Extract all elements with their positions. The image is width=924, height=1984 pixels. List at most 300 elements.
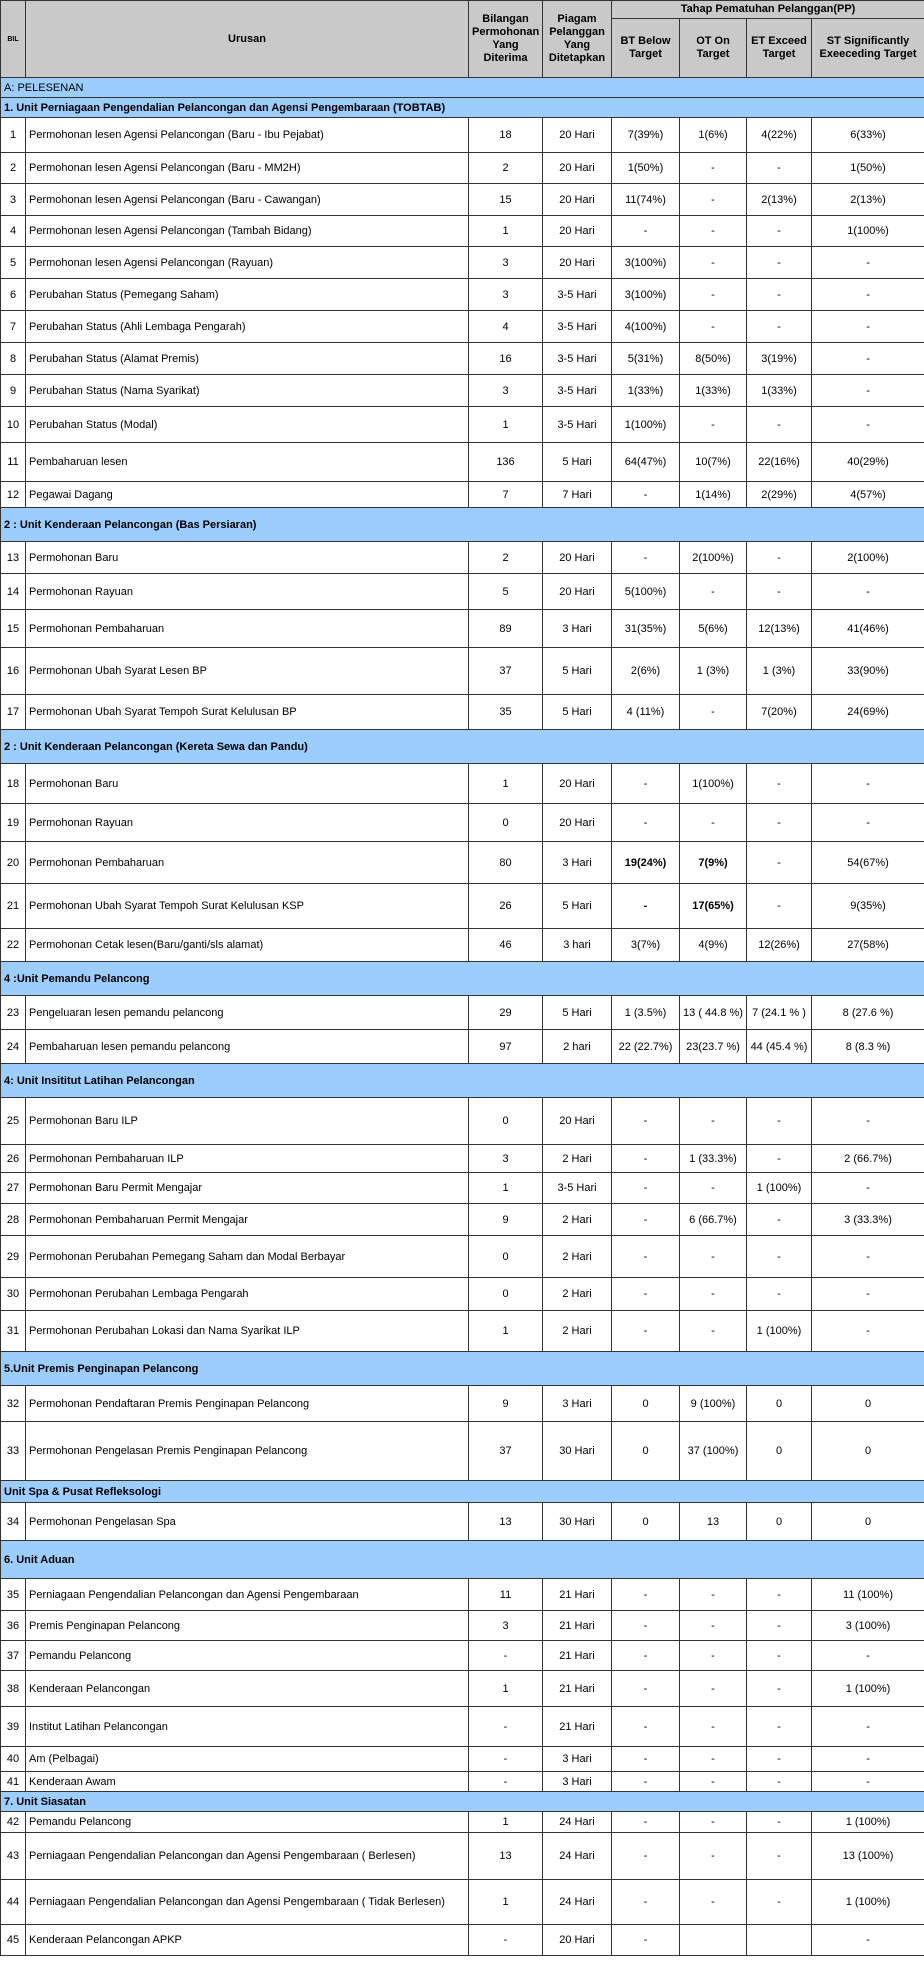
cell-ot: 37 (100%) bbox=[680, 1422, 747, 1481]
cell-urusan: Permohonan Pembaharuan bbox=[26, 842, 469, 884]
cell-bilangan: 1 bbox=[469, 407, 543, 443]
cell-urusan: Permohonan Perubahan Lembaga Pengarah bbox=[26, 1278, 469, 1311]
section-header-row bbox=[1, 1541, 924, 1579]
cell-st: - bbox=[812, 375, 924, 407]
cell-bil: 37 bbox=[1, 1641, 26, 1671]
cell-et: - bbox=[747, 1641, 812, 1671]
table-row bbox=[1, 1422, 924, 1481]
cell-bilangan: 1 bbox=[469, 1812, 543, 1833]
cell-bil: 38 bbox=[1, 1671, 26, 1707]
cell-piagam: 20 Hari bbox=[543, 764, 612, 804]
cell-bt: 64(47%) bbox=[612, 443, 680, 482]
table-row bbox=[1, 1671, 924, 1707]
cell-et: 7(20%) bbox=[747, 695, 812, 730]
cell-bilangan: 13 bbox=[469, 1833, 543, 1880]
cell-st: - bbox=[812, 764, 924, 804]
cell-bil: 2 bbox=[1, 153, 26, 184]
cell-bilangan: 1 bbox=[469, 1671, 543, 1707]
cell-urusan: Permohonan lesen Agensi Pelancongan (Baru - Cawangan) bbox=[26, 184, 469, 216]
table-row bbox=[1, 1278, 924, 1311]
table-row bbox=[1, 1311, 924, 1352]
cell-urusan: Permohonan Rayuan bbox=[26, 804, 469, 842]
cell-bilangan: 1 bbox=[469, 1311, 543, 1352]
cell-et: - bbox=[747, 574, 812, 610]
cell-st: 3 (100%) bbox=[812, 1611, 924, 1641]
cell-bil: 32 bbox=[1, 1386, 26, 1422]
cell-ot: 4(9%) bbox=[680, 929, 747, 962]
cell-ot: - bbox=[680, 1311, 747, 1352]
cell-bil: 29 bbox=[1, 1236, 26, 1278]
cell-bilangan: 13 bbox=[469, 1503, 543, 1541]
cell-st: 1(50%) bbox=[812, 153, 924, 184]
table-row bbox=[1, 1386, 924, 1422]
cell-st: 0 bbox=[812, 1503, 924, 1541]
cell-bil: 6 bbox=[1, 279, 26, 311]
cell-bil: 4 bbox=[1, 216, 26, 247]
cell-et: - bbox=[747, 1611, 812, 1641]
cell-bil: 1 bbox=[1, 118, 26, 153]
cell-ot: - bbox=[680, 1236, 747, 1278]
cell-piagam: 3 Hari bbox=[543, 842, 612, 884]
cell-st: 13 (100%) bbox=[812, 1833, 924, 1880]
cell-bil: 30 bbox=[1, 1278, 26, 1311]
cell-urusan: Pembaharuan lesen pemandu pelancong bbox=[26, 1030, 469, 1064]
cell-bt: - bbox=[612, 1707, 680, 1747]
cell-st: - bbox=[812, 1641, 924, 1671]
cell-et: - bbox=[747, 1671, 812, 1707]
cell-piagam: 20 Hari bbox=[543, 216, 612, 247]
cell-urusan: Permohonan Pengelasan Premis Penginapan Pelancong bbox=[26, 1422, 469, 1481]
cell-piagam: 20 Hari bbox=[543, 1925, 612, 1956]
cell-bilangan: 46 bbox=[469, 929, 543, 962]
cell-bil: 12 bbox=[1, 482, 26, 508]
cell-bil: 41 bbox=[1, 1772, 26, 1792]
table-row bbox=[1, 1641, 924, 1671]
cell-urusan: Kenderaan Pelancongan bbox=[26, 1671, 469, 1707]
cell-st: - bbox=[812, 407, 924, 443]
cell-bt: - bbox=[612, 1173, 680, 1204]
cell-st: - bbox=[812, 1747, 924, 1772]
cell-urusan: Permohonan Rayuan bbox=[26, 574, 469, 610]
cell-et: - bbox=[747, 247, 812, 279]
header-ot: OT On Target bbox=[680, 19, 747, 78]
cell-piagam: 30 Hari bbox=[543, 1503, 612, 1541]
cell-bilangan: 5 bbox=[469, 574, 543, 610]
cell-bt: - bbox=[612, 1812, 680, 1833]
cell-ot: - bbox=[680, 407, 747, 443]
cell-st: - bbox=[812, 1311, 924, 1352]
cell-piagam: 2 Hari bbox=[543, 1311, 612, 1352]
cell-et: 1 (100%) bbox=[747, 1311, 812, 1352]
cell-et: - bbox=[747, 842, 812, 884]
cell-bil: 42 bbox=[1, 1812, 26, 1833]
cell-ot: - bbox=[680, 1707, 747, 1747]
cell-ot: - bbox=[680, 574, 747, 610]
cell-bilangan: 3 bbox=[469, 1611, 543, 1641]
table-row bbox=[1, 1145, 924, 1173]
table-row bbox=[1, 1236, 924, 1278]
cell-urusan: Kenderaan Awam bbox=[26, 1772, 469, 1792]
cell-bilangan: 136 bbox=[469, 443, 543, 482]
cell-piagam: 2 Hari bbox=[543, 1204, 612, 1236]
section-title: 5.Unit Premis Penginapan Pelancong bbox=[1, 1352, 924, 1386]
cell-bt: 5(31%) bbox=[612, 343, 680, 375]
cell-bt: 2(6%) bbox=[612, 648, 680, 695]
cell-bt: - bbox=[612, 884, 680, 929]
section-header-row bbox=[1, 1064, 924, 1098]
cell-st: 0 bbox=[812, 1386, 924, 1422]
table-row bbox=[1, 216, 924, 247]
cell-bilangan: 35 bbox=[469, 695, 543, 730]
cell-piagam: 21 Hari bbox=[543, 1707, 612, 1747]
cell-et: - bbox=[747, 279, 812, 311]
cell-piagam: 21 Hari bbox=[543, 1641, 612, 1671]
cell-ot: 1 (33.3%) bbox=[680, 1145, 747, 1173]
cell-bt: 0 bbox=[612, 1503, 680, 1541]
cell-ot: 10(7%) bbox=[680, 443, 747, 482]
cell-st: 6(33%) bbox=[812, 118, 924, 153]
cell-bilangan: 15 bbox=[469, 184, 543, 216]
cell-urusan: Pemandu Pelancong bbox=[26, 1641, 469, 1671]
section-header-row bbox=[1, 730, 924, 764]
table-row bbox=[1, 1204, 924, 1236]
cell-bilangan: 37 bbox=[469, 1422, 543, 1481]
cell-st: - bbox=[812, 804, 924, 842]
cell-et: - bbox=[747, 764, 812, 804]
cell-bil: 36 bbox=[1, 1611, 26, 1641]
cell-bt: 0 bbox=[612, 1386, 680, 1422]
cell-st: 9(35%) bbox=[812, 884, 924, 929]
cell-bil: 11 bbox=[1, 443, 26, 482]
cell-bil: 27 bbox=[1, 1173, 26, 1204]
cell-ot: 5(6%) bbox=[680, 610, 747, 648]
cell-ot: - bbox=[680, 311, 747, 343]
cell-bil: 5 bbox=[1, 247, 26, 279]
cell-bil: 21 bbox=[1, 884, 26, 929]
cell-piagam: 20 Hari bbox=[543, 184, 612, 216]
cell-bilangan: 3 bbox=[469, 247, 543, 279]
table-row bbox=[1, 1579, 924, 1611]
cell-et: - bbox=[747, 153, 812, 184]
table-row bbox=[1, 574, 924, 610]
cell-piagam: 24 Hari bbox=[543, 1833, 612, 1880]
table-row bbox=[1, 184, 924, 216]
cell-st: 1 (100%) bbox=[812, 1671, 924, 1707]
cell-st: - bbox=[812, 1098, 924, 1145]
cell-st: 27(58%) bbox=[812, 929, 924, 962]
cell-urusan: Permohonan Perubahan Lokasi dan Nama Syarikat ILP bbox=[26, 1311, 469, 1352]
cell-bil: 13 bbox=[1, 542, 26, 574]
cell-st: 24(69%) bbox=[812, 695, 924, 730]
cell-piagam: 20 Hari bbox=[543, 153, 612, 184]
cell-et: - bbox=[747, 542, 812, 574]
cell-st: 2 (66.7%) bbox=[812, 1145, 924, 1173]
cell-st: 0 bbox=[812, 1422, 924, 1481]
cell-urusan: Permohonan Perubahan Pemegang Saham dan Modal Berbayar bbox=[26, 1236, 469, 1278]
cell-piagam: 5 Hari bbox=[543, 996, 612, 1030]
cell-bt: 4(100%) bbox=[612, 311, 680, 343]
cell-ot: - bbox=[680, 1747, 747, 1772]
cell-et: 1 (100%) bbox=[747, 1173, 812, 1204]
cell-bt: - bbox=[612, 1747, 680, 1772]
cell-piagam: 21 Hari bbox=[543, 1671, 612, 1707]
cell-bil: 15 bbox=[1, 610, 26, 648]
cell-bilangan: 0 bbox=[469, 804, 543, 842]
section-header-row bbox=[1, 508, 924, 542]
cell-bt: 1 (3.5%) bbox=[612, 996, 680, 1030]
cell-bilangan: 0 bbox=[469, 1278, 543, 1311]
cell-bil: 3 bbox=[1, 184, 26, 216]
section-header-row bbox=[1, 1481, 924, 1503]
cell-bt: - bbox=[612, 764, 680, 804]
cell-et: 2(29%) bbox=[747, 482, 812, 508]
cell-bilangan: 1 bbox=[469, 764, 543, 804]
cell-bt: 3(7%) bbox=[612, 929, 680, 962]
cell-ot: 1(14%) bbox=[680, 482, 747, 508]
cell-st: 8 (27.6 %) bbox=[812, 996, 924, 1030]
cell-urusan: Permohonan Baru bbox=[26, 764, 469, 804]
cell-bt: - bbox=[612, 1311, 680, 1352]
table-row bbox=[1, 311, 924, 343]
cell-et: 44 (45.4 %) bbox=[747, 1030, 812, 1064]
cell-st: - bbox=[812, 1278, 924, 1311]
table-row bbox=[1, 1833, 924, 1880]
cell-bilangan: 9 bbox=[469, 1204, 543, 1236]
cell-bil: 43 bbox=[1, 1833, 26, 1880]
table-row bbox=[1, 375, 924, 407]
cell-et: - bbox=[747, 884, 812, 929]
cell-bt: - bbox=[612, 1611, 680, 1641]
cell-urusan: Pengeluaran lesen pemandu pelancong bbox=[26, 996, 469, 1030]
table-row bbox=[1, 1925, 924, 1956]
cell-bil: 24 bbox=[1, 1030, 26, 1064]
cell-st: 11 (100%) bbox=[812, 1579, 924, 1611]
cell-et: - bbox=[747, 1747, 812, 1772]
cell-ot: 6 (66.7%) bbox=[680, 1204, 747, 1236]
cell-st: - bbox=[812, 574, 924, 610]
cell-ot: - bbox=[680, 153, 747, 184]
cell-et: - bbox=[747, 216, 812, 247]
table-row bbox=[1, 1747, 924, 1772]
cell-bil: 35 bbox=[1, 1579, 26, 1611]
cell-piagam: 3 Hari bbox=[543, 1747, 612, 1772]
cell-bilangan: 37 bbox=[469, 648, 543, 695]
cell-et: - bbox=[747, 1278, 812, 1311]
table-row bbox=[1, 1098, 924, 1145]
cell-et bbox=[747, 1925, 812, 1956]
cell-urusan: Permohonan lesen Agensi Pelancongan (Rayuan) bbox=[26, 247, 469, 279]
cell-bt: - bbox=[612, 1204, 680, 1236]
cell-bil: 20 bbox=[1, 842, 26, 884]
cell-et: 1 (3%) bbox=[747, 648, 812, 695]
cell-et: - bbox=[747, 1772, 812, 1792]
cell-st: 33(90%) bbox=[812, 648, 924, 695]
section-header-row bbox=[1, 1792, 924, 1812]
cell-bil: 16 bbox=[1, 648, 26, 695]
cell-piagam: 3-5 Hari bbox=[543, 1173, 612, 1204]
cell-piagam: 3-5 Hari bbox=[543, 343, 612, 375]
header-urusan: Urusan bbox=[26, 1, 469, 78]
cell-st: 40(29%) bbox=[812, 443, 924, 482]
cell-bil: 10 bbox=[1, 407, 26, 443]
table-header bbox=[1, 1, 924, 78]
cell-urusan: Pembaharuan lesen bbox=[26, 443, 469, 482]
cell-urusan: Premis Penginapan Pelancong bbox=[26, 1611, 469, 1641]
cell-bil: 14 bbox=[1, 574, 26, 610]
cell-bilangan: 11 bbox=[469, 1579, 543, 1611]
cell-bt: - bbox=[612, 1098, 680, 1145]
cell-urusan: Perubahan Status (Modal) bbox=[26, 407, 469, 443]
cell-bil: 26 bbox=[1, 1145, 26, 1173]
cell-st: - bbox=[812, 343, 924, 375]
cell-ot: 1(6%) bbox=[680, 118, 747, 153]
cell-ot: 7(9%) bbox=[680, 842, 747, 884]
cell-et: 0 bbox=[747, 1503, 812, 1541]
cell-bilangan: 97 bbox=[469, 1030, 543, 1064]
table-row bbox=[1, 343, 924, 375]
header-tahap: Tahap Pematuhan Pelanggan(PP) bbox=[612, 1, 924, 19]
cell-ot: 17(65%) bbox=[680, 884, 747, 929]
cell-st: - bbox=[812, 1772, 924, 1792]
cell-piagam: 3-5 Hari bbox=[543, 311, 612, 343]
cell-ot: 1(100%) bbox=[680, 764, 747, 804]
cell-bil: 40 bbox=[1, 1747, 26, 1772]
cell-urusan: Permohonan lesen Agensi Pelancongan (Tambah Bidang) bbox=[26, 216, 469, 247]
cell-urusan: Perniagaan Pengendalian Pelancongan dan Agensi Pengembaraan bbox=[26, 1579, 469, 1611]
top-section-title: A: PELESENAN bbox=[1, 78, 924, 98]
cell-urusan: Permohonan Baru bbox=[26, 542, 469, 574]
cell-urusan: Permohonan Cetak lesen(Baru/ganti/sls alamat) bbox=[26, 929, 469, 962]
cell-ot: 23(23.7 %) bbox=[680, 1030, 747, 1064]
section-title: 7. Unit Siasatan bbox=[1, 1792, 924, 1812]
cell-bt: - bbox=[612, 1641, 680, 1671]
cell-bilangan: 29 bbox=[469, 996, 543, 1030]
cell-et: - bbox=[747, 311, 812, 343]
cell-urusan: Institut Latihan Pelancongan bbox=[26, 1707, 469, 1747]
cell-st: - bbox=[812, 279, 924, 311]
cell-bil: 34 bbox=[1, 1503, 26, 1541]
cell-urusan: Kenderaan Pelancongan APKP bbox=[26, 1925, 469, 1956]
section-title: 4: Unit Insititut Latihan Pelancongan bbox=[1, 1064, 924, 1098]
cell-piagam: 20 Hari bbox=[543, 574, 612, 610]
cell-bil: 23 bbox=[1, 996, 26, 1030]
cell-bilangan: 3 bbox=[469, 1145, 543, 1173]
cell-bilangan: 1 bbox=[469, 1880, 543, 1925]
cell-et: 12(26%) bbox=[747, 929, 812, 962]
cell-st: - bbox=[812, 1173, 924, 1204]
table-row bbox=[1, 279, 924, 311]
cell-bt: - bbox=[612, 804, 680, 842]
cell-bilangan: 0 bbox=[469, 1098, 543, 1145]
table-row bbox=[1, 443, 924, 482]
cell-st: 1 (100%) bbox=[812, 1812, 924, 1833]
table-row bbox=[1, 764, 924, 804]
cell-st: 8 (8.3 %) bbox=[812, 1030, 924, 1064]
cell-bt: 1(33%) bbox=[612, 375, 680, 407]
cell-bil: 31 bbox=[1, 1311, 26, 1352]
cell-ot: - bbox=[680, 1671, 747, 1707]
cell-ot: 8(50%) bbox=[680, 343, 747, 375]
cell-bt: 31(35%) bbox=[612, 610, 680, 648]
table-row bbox=[1, 804, 924, 842]
table-row bbox=[1, 1030, 924, 1064]
cell-bt: - bbox=[612, 1925, 680, 1956]
cell-bil: 45 bbox=[1, 1925, 26, 1956]
cell-piagam: 2 Hari bbox=[543, 1145, 612, 1173]
section-title: 2 : Unit Kenderaan Pelancongan (Bas Persiaran) bbox=[1, 508, 924, 542]
header-bil: BIL bbox=[1, 1, 26, 78]
header-bt: BT Below Target bbox=[612, 19, 680, 78]
table-body bbox=[1, 78, 924, 1956]
cell-ot: - bbox=[680, 184, 747, 216]
table-row bbox=[1, 1880, 924, 1925]
cell-bt: 1(50%) bbox=[612, 153, 680, 184]
cell-piagam: 3 Hari bbox=[543, 1386, 612, 1422]
table-row bbox=[1, 482, 924, 508]
cell-piagam: 2 Hari bbox=[543, 1278, 612, 1311]
table-row bbox=[1, 648, 924, 695]
cell-bilangan: 16 bbox=[469, 343, 543, 375]
cell-ot: 2(100%) bbox=[680, 542, 747, 574]
cell-piagam: 24 Hari bbox=[543, 1880, 612, 1925]
cell-bil: 7 bbox=[1, 311, 26, 343]
cell-et: - bbox=[747, 407, 812, 443]
cell-piagam: 21 Hari bbox=[543, 1611, 612, 1641]
cell-ot: - bbox=[680, 1772, 747, 1792]
cell-bt: - bbox=[612, 1145, 680, 1173]
cell-et: 7 (24.1 % ) bbox=[747, 996, 812, 1030]
cell-bt: 7(39%) bbox=[612, 118, 680, 153]
cell-bilangan: 2 bbox=[469, 542, 543, 574]
table-row bbox=[1, 1772, 924, 1792]
cell-piagam: 5 Hari bbox=[543, 648, 612, 695]
cell-bil: 22 bbox=[1, 929, 26, 962]
cell-bilangan: - bbox=[469, 1747, 543, 1772]
cell-bil: 33 bbox=[1, 1422, 26, 1481]
cell-bil: 39 bbox=[1, 1707, 26, 1747]
section-title: Unit Spa & Pusat Refleksologi bbox=[1, 1481, 924, 1503]
cell-et: 0 bbox=[747, 1422, 812, 1481]
cell-piagam: 30 Hari bbox=[543, 1422, 612, 1481]
table-row bbox=[1, 1812, 924, 1833]
cell-piagam: 21 Hari bbox=[543, 1579, 612, 1611]
cell-et: - bbox=[747, 1204, 812, 1236]
cell-st: - bbox=[812, 311, 924, 343]
cell-et: - bbox=[747, 1236, 812, 1278]
cell-bil: 25 bbox=[1, 1098, 26, 1145]
cell-ot: - bbox=[680, 695, 747, 730]
section-header-row bbox=[1, 1352, 924, 1386]
cell-bil: 19 bbox=[1, 804, 26, 842]
cell-st: 4(57%) bbox=[812, 482, 924, 508]
cell-bilangan: - bbox=[469, 1925, 543, 1956]
section-title: 2 : Unit Kenderaan Pelancongan (Kereta Sewa dan Pandu) bbox=[1, 730, 924, 764]
cell-piagam: 20 Hari bbox=[543, 118, 612, 153]
cell-bilangan: 26 bbox=[469, 884, 543, 929]
cell-st: - bbox=[812, 1707, 924, 1747]
cell-piagam: 3-5 Hari bbox=[543, 375, 612, 407]
table-row bbox=[1, 407, 924, 443]
cell-et: - bbox=[747, 1707, 812, 1747]
cell-bt: - bbox=[612, 542, 680, 574]
cell-ot: - bbox=[680, 804, 747, 842]
table-row bbox=[1, 1173, 924, 1204]
cell-bilangan: 9 bbox=[469, 1386, 543, 1422]
table-row bbox=[1, 610, 924, 648]
cell-bt: 19(24%) bbox=[612, 842, 680, 884]
table-row bbox=[1, 1503, 924, 1541]
table-row bbox=[1, 1707, 924, 1747]
